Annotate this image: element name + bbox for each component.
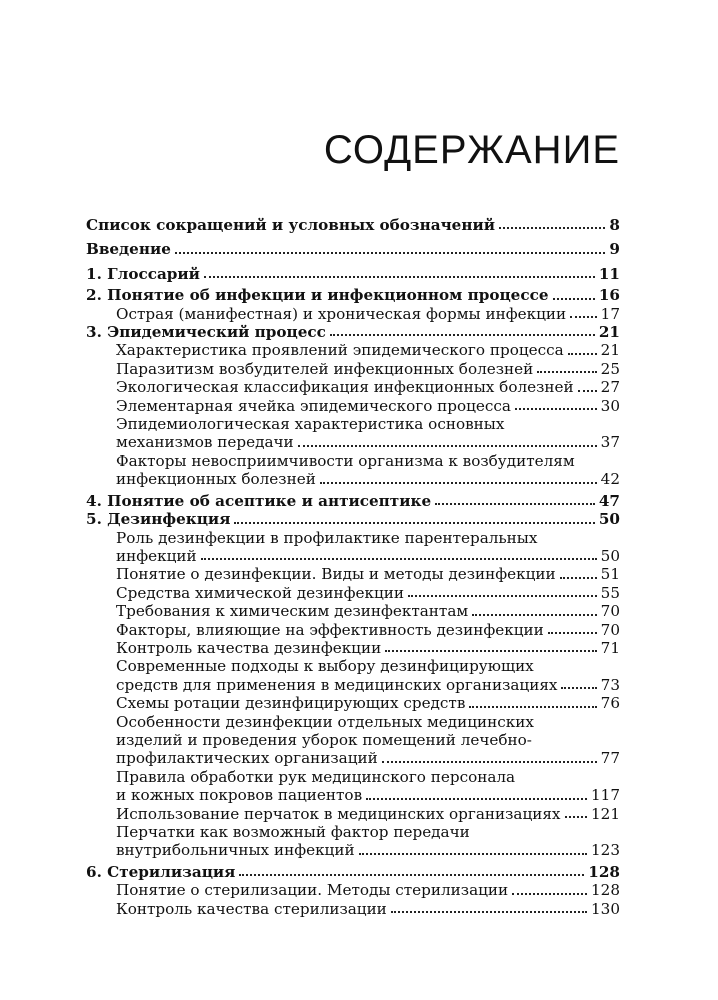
toc-section [86, 452, 620, 489]
toc-entry [86, 602, 620, 620]
toc-entry [86, 378, 620, 396]
toc-entry [86, 240, 620, 258]
dot-leader [408, 594, 597, 597]
toc-entry-title: механизмов передачи [116, 433, 294, 452]
toc-section [86, 657, 620, 694]
toc-page-number: 70 [600, 602, 620, 621]
toc-entry [86, 786, 620, 804]
toc-page-number: 51 [600, 565, 620, 584]
toc-entry-line: изделий и проведения уборок помещений лечебно- [116, 730, 532, 749]
toc-section [86, 881, 620, 899]
toc-entry-line: Перчатки как возможный фактор передачи [116, 823, 470, 841]
toc-section [86, 565, 620, 583]
toc-page-number: 42 [600, 470, 620, 489]
toc-entry [86, 265, 620, 283]
toc-page-number: 121 [591, 804, 620, 823]
toc-section [86, 805, 620, 823]
toc-page-number: 21 [600, 341, 620, 360]
toc-entry-title: Элементарная ячейка эпидемического процесса [116, 396, 511, 415]
toc-entry [86, 749, 620, 767]
toc-page-number: 55 [600, 583, 620, 602]
toc-section [86, 397, 620, 415]
toc-entry-title: Понятие о дезинфекции. Виды и методы дезинфекции [116, 565, 556, 584]
toc-entry-title: 3. Эпидемический процесс [86, 323, 326, 342]
toc-chapter [86, 240, 620, 258]
toc-entry [86, 621, 620, 639]
toc-entry-title: Использование перчаток в медицинских организациях [116, 804, 561, 823]
toc-page-number: 30 [600, 396, 620, 415]
dot-leader [578, 389, 597, 392]
toc-section [86, 900, 620, 918]
dot-leader [234, 521, 594, 524]
toc-section [86, 639, 620, 657]
toc-entry-title: средств для применения в медицинских организациях [116, 675, 558, 694]
dot-leader [553, 297, 595, 300]
toc-section [86, 529, 620, 566]
toc-chapter [86, 286, 620, 304]
toc-entry [86, 565, 620, 583]
toc-section [86, 305, 620, 323]
toc-section [86, 621, 620, 639]
toc-entry [86, 841, 620, 859]
toc-entry-title: Контроль качества дезинфекции [116, 638, 382, 657]
toc-page-number: 70 [600, 620, 620, 639]
dot-leader [382, 760, 597, 763]
toc-entry-line: Особенности дезинфекции отдельных медицинских [116, 712, 534, 731]
toc-section [86, 768, 620, 805]
toc-page-number: 130 [591, 899, 620, 918]
toc-page-number: 17 [600, 304, 620, 323]
toc-section [86, 694, 620, 712]
toc-entry-title: Острая (манифестная) и хроническая формы инфекции [116, 304, 567, 323]
dot-leader [175, 251, 606, 254]
dot-leader [201, 557, 597, 560]
dot-leader [385, 649, 596, 652]
toc-page-number: 47 [598, 491, 620, 510]
toc-chapter [86, 863, 620, 881]
toc-entry-title: внутрибольничных инфекций [116, 841, 355, 860]
toc-page-number: 25 [600, 359, 620, 378]
toc-entry [86, 900, 620, 918]
toc-entry-title: Список сокращений и условных обозначений [86, 216, 495, 234]
toc-entry-title: 4. Понятие об асептике и антисептике [86, 491, 432, 510]
toc-page-number: 21 [598, 323, 620, 342]
toc-entry [86, 305, 620, 323]
toc-section [86, 823, 620, 860]
toc-entry [86, 881, 620, 899]
toc-entry [86, 510, 620, 528]
dot-leader [330, 333, 595, 336]
dot-leader [204, 275, 595, 278]
toc-section [86, 713, 620, 768]
toc-entry-title: инфекционных болезней [116, 470, 316, 489]
dot-leader [548, 631, 597, 634]
dot-leader [239, 873, 584, 876]
toc-chapter [86, 510, 620, 528]
toc-entry-title: и кожных покровов пациентов [116, 786, 363, 805]
toc-chapter [86, 265, 620, 283]
toc-entry-title: Паразитизм возбудителей инфекционных болезней [116, 359, 534, 378]
dot-leader [472, 613, 596, 616]
toc-entry-title: Введение [86, 240, 171, 259]
dot-leader [561, 686, 596, 689]
toc-section [86, 360, 620, 378]
toc-entry [86, 397, 620, 415]
toc-entry-title: Средства химической дезинфекции [116, 583, 405, 602]
toc-entry [86, 470, 620, 488]
dot-leader [512, 892, 587, 895]
toc-entry [86, 433, 620, 451]
toc-page-number: 117 [591, 786, 620, 805]
toc-page-number: 16 [598, 286, 620, 305]
toc-entry-title: Требования к химическим дезинфектантам [116, 602, 469, 621]
toc-entry-title: инфекций [116, 546, 197, 565]
toc-entry [86, 863, 620, 881]
table-of-contents [86, 216, 620, 918]
dot-leader [366, 797, 587, 800]
toc-entry [86, 805, 620, 823]
toc-page-number: 76 [600, 694, 620, 713]
toc-entry-title: 5. Дезинфекция [86, 510, 231, 529]
toc-entry [86, 584, 620, 602]
toc-entry-line: Эпидемиологическая характеристика основных [116, 415, 505, 434]
toc-entry-title: Контроль качества стерилизации [116, 899, 387, 918]
toc-section [86, 584, 620, 602]
toc-page-number: 128 [591, 881, 620, 900]
toc-entry [86, 492, 620, 510]
toc-entry [86, 694, 620, 712]
toc-page-number: 11 [598, 264, 620, 283]
toc-page-number: 27 [600, 378, 620, 397]
dot-leader [515, 407, 597, 410]
toc-page-number: 9 [609, 240, 620, 259]
toc-entry [86, 639, 620, 657]
dot-leader [499, 226, 605, 229]
toc-entry [86, 323, 620, 341]
toc-entry [86, 676, 620, 694]
toc-entry-line: Факторы невосприимчивости организма к возбудителям [116, 451, 575, 470]
toc-entry [86, 547, 620, 565]
dot-leader [359, 852, 587, 855]
toc-entry [86, 286, 620, 304]
toc-page-number: 71 [600, 638, 620, 657]
toc-page-number: 123 [591, 841, 620, 860]
dot-leader [568, 352, 597, 355]
toc-entry [86, 341, 620, 359]
toc-section [86, 341, 620, 359]
toc-entry-title: Экологическая классификация инфекционных болезней [116, 378, 574, 397]
toc-section [86, 602, 620, 620]
toc-chapter [86, 323, 620, 341]
toc-entry-line: Современные подходы к выбору дезинфицирующих [116, 657, 534, 676]
toc-entry [86, 216, 620, 234]
toc-entry-line: Роль дезинфекции в профилактике парентеральных [116, 528, 538, 547]
toc-page-number: 50 [600, 546, 620, 565]
dot-leader [435, 502, 595, 505]
toc-entry-title: профилактических организаций [116, 749, 378, 768]
toc-page-number: 8 [609, 216, 620, 234]
toc-section [86, 415, 620, 452]
dot-leader [391, 910, 587, 913]
toc-page-number: 77 [600, 749, 620, 768]
toc-page-number: 73 [600, 675, 620, 694]
toc-entry-title: Факторы, влияющие на эффективность дезинфекции [116, 620, 544, 639]
toc-chapter [86, 216, 620, 234]
toc-entry-title: 6. Стерилизация [86, 862, 236, 881]
dot-leader [469, 705, 596, 708]
toc-section [86, 378, 620, 396]
dot-leader [560, 576, 597, 579]
toc-entry-title: Понятие о стерилизации. Методы стерилизации [116, 881, 509, 900]
toc-entry-title: 2. Понятие об инфекции и инфекционном процессе [86, 286, 549, 305]
dot-leader [537, 370, 596, 373]
dot-leader [565, 815, 588, 818]
toc-page-number: 50 [598, 510, 620, 529]
toc-entry-title: Схемы ротации дезинфицирующих средств [116, 694, 466, 713]
dot-leader [570, 315, 597, 318]
toc-page-number: 128 [588, 862, 620, 881]
toc-entry [86, 360, 620, 378]
toc-page-number: 37 [600, 433, 620, 452]
toc-entry-title: 1. Глоссарий [86, 264, 200, 283]
dot-leader [320, 481, 597, 484]
dot-leader [298, 444, 597, 447]
toc-entry-title: Характеристика проявлений эпидемического процесса [116, 341, 564, 360]
toc-chapter [86, 492, 620, 510]
toc-entry-line: Правила обработки рук медицинского персонала [116, 767, 516, 786]
page-title: СОДЕРЖАНИЕ [323, 128, 620, 172]
